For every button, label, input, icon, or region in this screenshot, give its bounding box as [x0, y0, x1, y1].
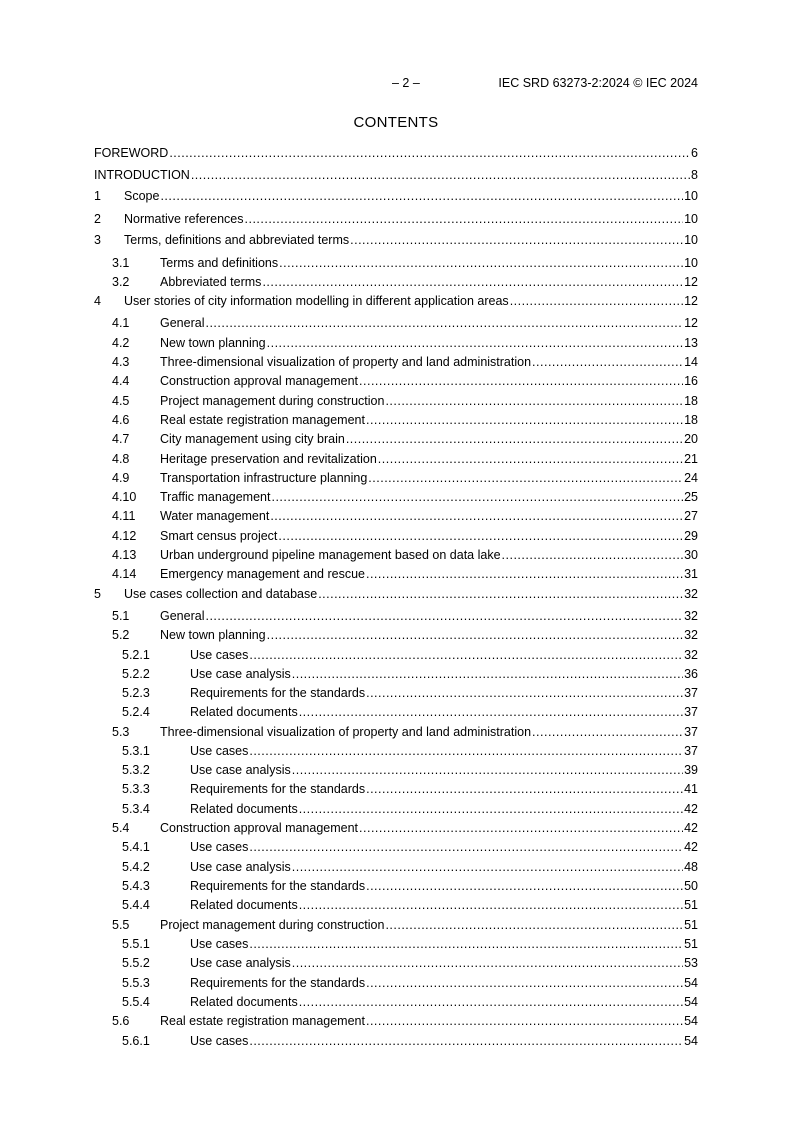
- toc-entry-page: 37: [684, 705, 698, 719]
- toc-entry-number: 5.4.3: [122, 879, 150, 893]
- toc-entry-title: Construction approval management: [160, 821, 359, 835]
- toc-entry[interactable]: [94, 647, 698, 664]
- toc-leader-dots: [292, 955, 683, 972]
- toc-leader-dots: [271, 489, 683, 506]
- toc-leader-dots: [366, 781, 683, 798]
- toc-leader-dots: [205, 315, 683, 332]
- toc-entry-title: Water management: [160, 509, 270, 523]
- toc-entry-number: 4.10: [112, 490, 137, 504]
- toc-leader-dots: [299, 897, 683, 914]
- toc-entry-number: 4: [94, 294, 101, 308]
- toc-leader-dots: [510, 293, 683, 310]
- toc-entry[interactable]: [94, 801, 698, 818]
- toc-entry-title: Use cases collection and database: [124, 587, 318, 601]
- toc-entry-page: 53: [684, 956, 698, 970]
- toc-entry-number: 4.11: [112, 509, 136, 523]
- toc-leader-dots: [346, 431, 683, 448]
- toc-entry-number: 5.4: [112, 821, 130, 835]
- toc-entry[interactable]: [94, 255, 698, 272]
- toc-entry-title: User stories of city information modelling in different application areas: [124, 294, 509, 308]
- toc-entry-title: New town planning: [160, 628, 266, 642]
- toc-entry-page: 13: [684, 336, 698, 350]
- toc-leader-dots: [205, 608, 683, 625]
- toc-entry-page: 31: [684, 567, 698, 581]
- toc-entry-title: Use cases: [190, 937, 249, 951]
- toc-leader-dots: [267, 335, 683, 352]
- toc-entry-page: 10: [684, 212, 698, 226]
- toc-entry-page: 50: [684, 879, 698, 893]
- toc-entry-title: Requirements for the standards: [190, 976, 366, 990]
- toc-entry[interactable]: [94, 897, 698, 914]
- toc-entry-page: 36: [684, 667, 698, 681]
- toc-entry[interactable]: [94, 232, 698, 249]
- toc-entry-number: 4.4: [112, 374, 130, 388]
- toc-entry-title: Emergency management and rescue: [160, 567, 365, 581]
- toc-entry-title: Normative references: [124, 212, 244, 226]
- toc-entry-title: Use case analysis: [190, 763, 291, 777]
- toc-entry-number: 5.2.1: [122, 648, 150, 662]
- toc-entry-number: 5.1: [112, 609, 130, 623]
- toc-entry-page: 25: [684, 490, 698, 504]
- toc-entry-number: 3: [94, 233, 101, 247]
- toc-entry-page: 16: [684, 374, 698, 388]
- toc-leader-dots: [279, 255, 683, 272]
- toc-entry-page: 12: [684, 294, 698, 308]
- toc-entry-page: 32: [684, 648, 698, 662]
- toc-entry-number: 4.12: [112, 529, 137, 543]
- toc-entry[interactable]: [94, 724, 698, 741]
- toc-leader-dots: [366, 566, 683, 583]
- toc-leader-dots: [378, 451, 683, 468]
- toc-entry-page: 18: [684, 394, 698, 408]
- toc-entry-title: Use cases: [190, 648, 249, 662]
- toc-entry[interactable]: [94, 373, 698, 390]
- toc-leader-dots: [366, 878, 683, 895]
- toc-entry-title: New town planning: [160, 336, 266, 350]
- toc-entry-title: Scope: [124, 189, 160, 203]
- document-reference: IEC SRD 63273-2:2024 © IEC 2024: [498, 76, 698, 90]
- toc-entry[interactable]: [94, 743, 698, 760]
- toc-entry-number: 4.6: [112, 413, 130, 427]
- toc-entry-title: Construction approval management: [160, 374, 359, 388]
- toc-leader-dots: [532, 354, 683, 371]
- toc-entry-title: Use cases: [190, 840, 249, 854]
- toc-entry-page: 10: [684, 233, 698, 247]
- toc-entry-title: Real estate registration management: [160, 1014, 365, 1028]
- toc-leader-dots: [385, 393, 683, 410]
- toc-entry-title: Related documents: [190, 705, 298, 719]
- toc-entry-number: 5.6.1: [122, 1034, 150, 1048]
- toc-entry-number: 5: [94, 587, 101, 601]
- toc-entry[interactable]: [94, 211, 698, 228]
- toc-entry-number: 5.2: [112, 628, 130, 642]
- toc-leader-dots: [249, 936, 683, 953]
- toc-leader-dots: [368, 470, 683, 487]
- toc-entry[interactable]: [94, 627, 698, 644]
- toc-entry-number: 3.1: [112, 256, 130, 270]
- toc-entry-title: Three-dimensional visualization of property and land administration: [160, 355, 532, 369]
- toc-entry-number: 5.4.2: [122, 860, 150, 874]
- toc-entry[interactable]: [94, 451, 698, 468]
- toc-entry[interactable]: [94, 704, 698, 721]
- toc-entry[interactable]: [94, 293, 698, 310]
- toc-leader-dots: [191, 167, 690, 184]
- page-header: [94, 76, 698, 92]
- toc-leader-dots: [299, 704, 683, 721]
- toc-entry[interactable]: [94, 762, 698, 779]
- toc-entry-title: Requirements for the standards: [190, 686, 366, 700]
- toc-entry[interactable]: [94, 955, 698, 972]
- toc-entry-number: 3.2: [112, 275, 130, 289]
- contents-title: CONTENTS: [353, 114, 439, 131]
- toc-entry-page: 51: [684, 937, 698, 951]
- toc-entry-number: 4.7: [112, 432, 130, 446]
- toc-entry[interactable]: [94, 859, 698, 876]
- toc-entry-title: Related documents: [190, 898, 298, 912]
- toc-entry-page: 51: [684, 918, 698, 932]
- toc-entry-title: Real estate registration management: [160, 413, 365, 427]
- toc-entry-page: 6: [691, 146, 698, 160]
- toc-entry-title: General: [160, 609, 205, 623]
- toc-entry-title: Smart census project: [160, 529, 278, 543]
- toc-entry-title: Terms and definitions: [160, 256, 279, 270]
- toc-entry-number: 4.3: [112, 355, 130, 369]
- toc-entry-title: Use cases: [190, 744, 249, 758]
- toc-entry-page: 10: [684, 189, 698, 203]
- toc-entry-page: 14: [684, 355, 698, 369]
- toc-entry[interactable]: [94, 470, 698, 487]
- toc-entry[interactable]: [94, 315, 698, 332]
- toc-leader-dots: [359, 373, 683, 390]
- toc-entry[interactable]: [94, 566, 698, 583]
- toc-entry-page: 21: [684, 452, 698, 466]
- toc-entry-title: FOREWORD: [94, 146, 169, 160]
- toc-entry-page: 29: [684, 529, 698, 543]
- toc-entry-number: 5.5.1: [122, 937, 150, 951]
- toc-entry-page: 39: [684, 763, 698, 777]
- toc-entry-number: 5.4.4: [122, 898, 150, 912]
- toc-entry[interactable]: [94, 335, 698, 352]
- toc-entry-title: Project management during construction: [160, 394, 385, 408]
- toc-leader-dots: [249, 743, 683, 760]
- toc-entry-title: Use case analysis: [190, 860, 291, 874]
- toc-leader-dots: [245, 211, 684, 228]
- toc-entry-number: 4.1: [112, 316, 130, 330]
- toc-entry-number: 5.3: [112, 725, 130, 739]
- toc-entry[interactable]: [94, 936, 698, 953]
- toc-entry[interactable]: [94, 412, 698, 429]
- toc-entry-title: INTRODUCTION: [94, 168, 190, 182]
- toc-entry[interactable]: [94, 1013, 698, 1030]
- toc-entry[interactable]: [94, 393, 698, 410]
- toc-leader-dots: [366, 412, 683, 429]
- toc-entry-title: Requirements for the standards: [190, 782, 366, 796]
- toc-entry-page: 12: [684, 275, 698, 289]
- toc-entry-number: 5.3.1: [122, 744, 150, 758]
- toc-entry[interactable]: [94, 431, 698, 448]
- toc-leader-dots: [366, 685, 683, 702]
- toc-entry-number: 4.5: [112, 394, 130, 408]
- toc-leader-dots: [249, 1033, 683, 1050]
- toc-entry-page: 30: [684, 548, 698, 562]
- toc-entry-page: 32: [684, 609, 698, 623]
- toc-entry-title: Urban underground pipeline management based on data lake: [160, 548, 501, 562]
- toc-leader-dots: [262, 274, 683, 291]
- toc-entry[interactable]: [94, 878, 698, 895]
- toc-entry-number: 5.2.4: [122, 705, 150, 719]
- toc-entry-page: 10: [684, 256, 698, 270]
- toc-leader-dots: [359, 820, 683, 837]
- toc-leader-dots: [366, 975, 683, 992]
- toc-entry-page: 41: [684, 782, 698, 796]
- toc-leader-dots: [532, 724, 683, 741]
- toc-entry-number: 4.9: [112, 471, 130, 485]
- toc-entry-page: 32: [684, 628, 698, 642]
- toc-entry-number: 5.3.4: [122, 802, 150, 816]
- toc-leader-dots: [299, 801, 683, 818]
- toc-entry-title: Use cases: [190, 1034, 249, 1048]
- toc-entry-number: 5.3.2: [122, 763, 150, 777]
- toc-entry-number: 5.2.3: [122, 686, 150, 700]
- toc-entry[interactable]: [94, 586, 698, 603]
- toc-entry-page: 27: [684, 509, 698, 523]
- toc-entry-title: Terms, definitions and abbreviated terms: [124, 233, 350, 247]
- toc-entry-title: Three-dimensional visualization of property and land administration: [160, 725, 532, 739]
- toc-entry-number: 2: [94, 212, 101, 226]
- toc-entry-page: 32: [684, 587, 698, 601]
- toc-entry-page: 42: [684, 840, 698, 854]
- toc-entry-title: Traffic management: [160, 490, 271, 504]
- toc-entry[interactable]: [94, 975, 698, 992]
- toc-entry[interactable]: [94, 781, 698, 798]
- toc-leader-dots: [249, 839, 683, 856]
- toc-entry-page: 42: [684, 802, 698, 816]
- toc-entry-title: General: [160, 316, 205, 330]
- toc-entry-number: 5.6: [112, 1014, 130, 1028]
- toc-entry-page: 37: [684, 725, 698, 739]
- toc-entry-title: Transportation infrastructure planning: [160, 471, 368, 485]
- toc-leader-dots: [299, 994, 683, 1011]
- toc-entry-page: 18: [684, 413, 698, 427]
- toc-entry[interactable]: [94, 917, 698, 934]
- toc-entry-title: Related documents: [190, 995, 298, 1009]
- toc-entry-page: 48: [684, 860, 698, 874]
- toc-leader-dots: [350, 232, 683, 249]
- toc-entry-page: 54: [684, 1014, 698, 1028]
- toc-entry-page: 20: [684, 432, 698, 446]
- toc-entry[interactable]: [94, 820, 698, 837]
- toc-entry-number: 4.8: [112, 452, 130, 466]
- toc-entry[interactable]: [94, 354, 698, 371]
- toc-leader-dots: [292, 666, 683, 683]
- toc-entry-page: 42: [684, 821, 698, 835]
- toc-entry[interactable]: [94, 1033, 698, 1050]
- toc-leader-dots: [160, 188, 683, 205]
- toc-entry[interactable]: [94, 608, 698, 625]
- toc-entry-number: 1: [94, 189, 101, 203]
- toc-entry-page: 54: [684, 1034, 698, 1048]
- toc-entry-number: 5.5.3: [122, 976, 150, 990]
- toc-leader-dots: [318, 586, 683, 603]
- toc-entry[interactable]: [94, 685, 698, 702]
- toc-entry-page: 37: [684, 686, 698, 700]
- toc-entry-number: 5.2.2: [122, 667, 150, 681]
- toc-entry-number: 5.3.3: [122, 782, 150, 796]
- toc-entry[interactable]: [94, 839, 698, 856]
- toc-entry-number: 5.5.2: [122, 956, 150, 970]
- toc-entry[interactable]: [94, 167, 698, 184]
- toc-entry-title: Abbreviated terms: [160, 275, 262, 289]
- toc-entry-page: 8: [691, 168, 698, 182]
- toc-entry-page: 51: [684, 898, 698, 912]
- toc-entry[interactable]: [94, 528, 698, 545]
- toc-leader-dots: [278, 528, 683, 545]
- toc-entry-page: 12: [684, 316, 698, 330]
- toc-entry-number: 5.5: [112, 918, 130, 932]
- toc-entry-title: Heritage preservation and revitalization: [160, 452, 377, 466]
- toc-entry-number: 4.13: [112, 548, 137, 562]
- toc-entry-title: Related documents: [190, 802, 298, 816]
- toc-leader-dots: [502, 547, 684, 564]
- toc-leader-dots: [169, 145, 690, 162]
- toc-leader-dots: [249, 647, 683, 664]
- toc-entry-number: 4.14: [112, 567, 137, 581]
- toc-entry-title: City management using city brain: [160, 432, 345, 446]
- toc-entry[interactable]: [94, 547, 698, 564]
- toc-entry-number: 4.2: [112, 336, 130, 350]
- toc-entry-number: 5.5.4: [122, 995, 150, 1009]
- toc-leader-dots: [270, 508, 683, 525]
- toc-entry[interactable]: [94, 489, 698, 506]
- toc-entry[interactable]: [94, 508, 698, 525]
- toc-entry-page: 54: [684, 995, 698, 1009]
- toc-entry[interactable]: [94, 994, 698, 1011]
- toc-entry-title: Use case analysis: [190, 956, 291, 970]
- toc-entry-page: 54: [684, 976, 698, 990]
- toc-entry[interactable]: [94, 188, 698, 205]
- page-number: – 2 –: [392, 76, 420, 90]
- toc-leader-dots: [292, 859, 683, 876]
- toc-entry-number: 5.4.1: [122, 840, 150, 854]
- toc-entry-title: Use case analysis: [190, 667, 291, 681]
- toc-entry-title: Project management during construction: [160, 918, 385, 932]
- toc-leader-dots: [366, 1013, 683, 1030]
- toc-entry[interactable]: [94, 666, 698, 683]
- toc-entry-page: 37: [684, 744, 698, 758]
- toc-entry-page: 24: [684, 471, 698, 485]
- toc-entry-title: Requirements for the standards: [190, 879, 366, 893]
- toc-leader-dots: [385, 917, 683, 934]
- toc-entry[interactable]: [94, 145, 698, 162]
- toc-leader-dots: [267, 627, 683, 644]
- toc-leader-dots: [292, 762, 683, 779]
- toc-entry[interactable]: [94, 274, 698, 291]
